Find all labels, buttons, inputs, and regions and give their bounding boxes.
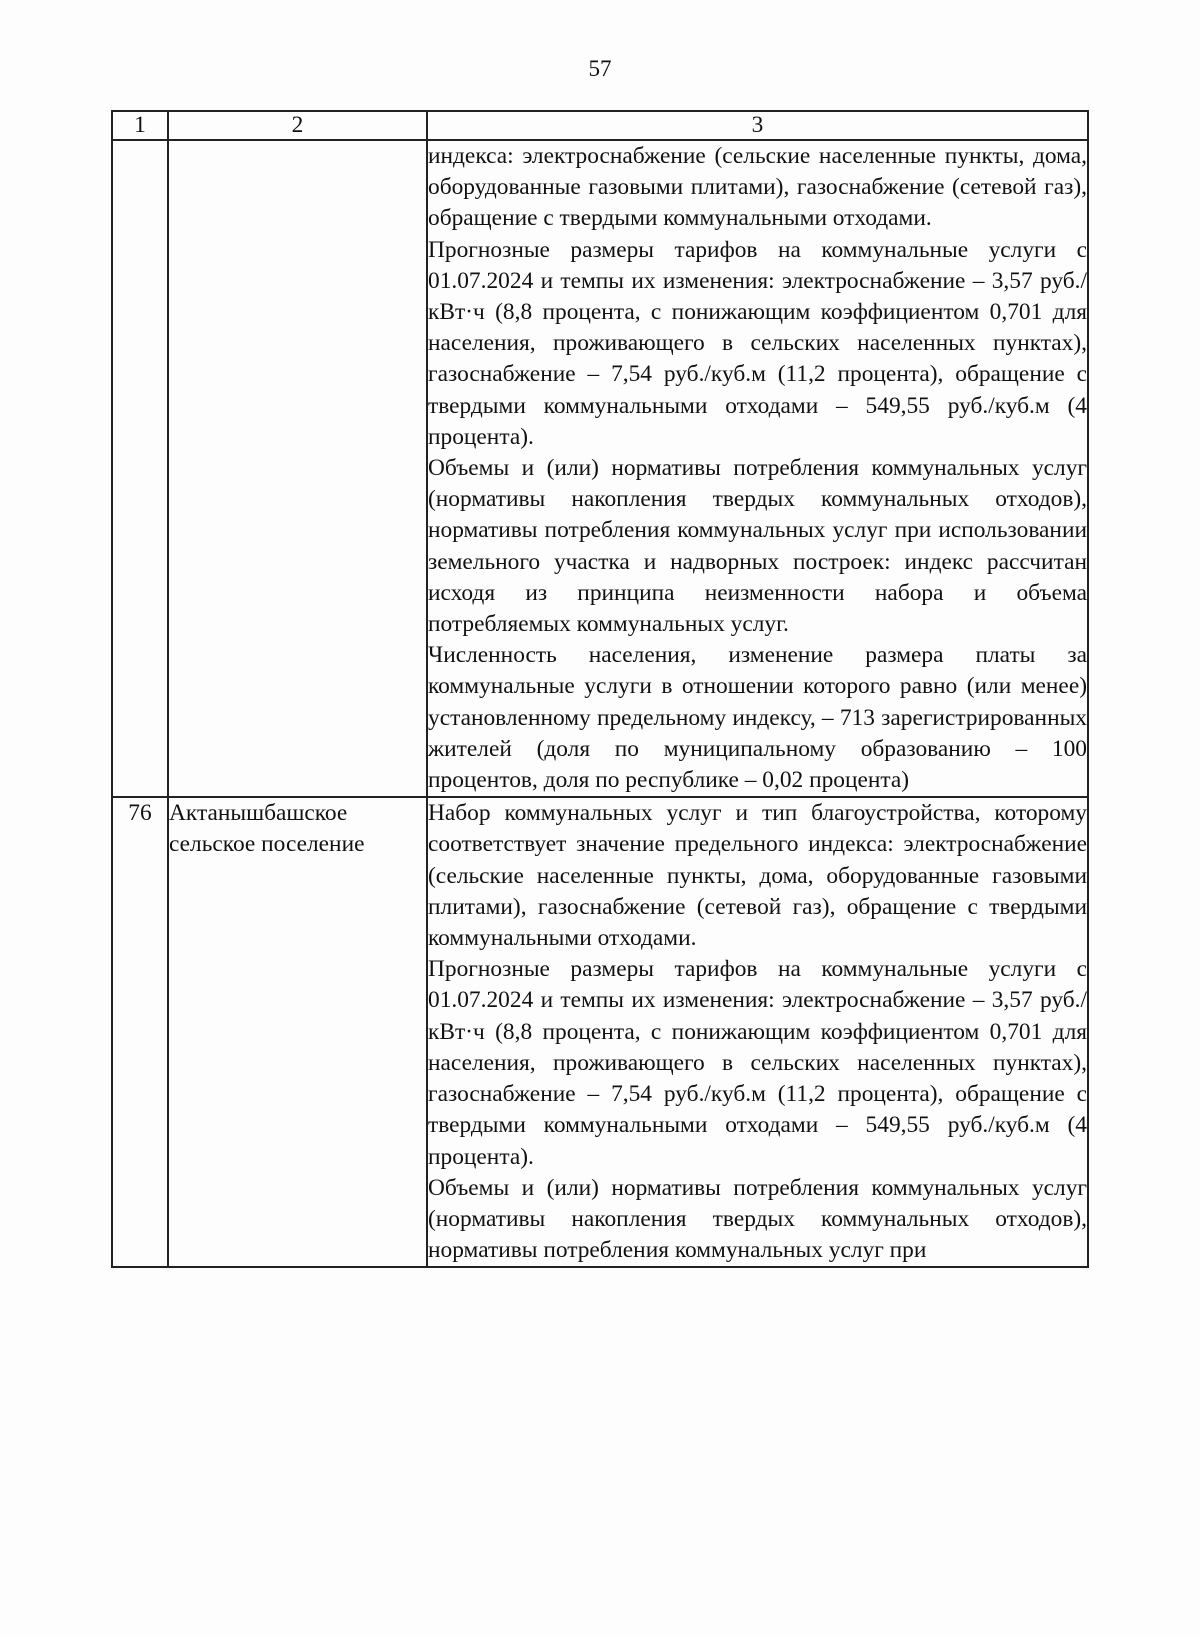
- table-row: [112, 797, 1088, 1267]
- paragraph: Объемы и (или) нормативы потребления коммунальных услуг (нормативы накопления твердых коммунальных отходов), нормативы потребления коммунальных услуг при: [428, 1174, 1087, 1264]
- row-number: [112, 140, 168, 797]
- row-number: 76: [112, 797, 168, 1267]
- paragraph: Набор коммунальных услуг и тип благоустройства, которому соответствует значение предельного индекса: электроснабжение (сельские населенные пункты, дома, оборудованные газовыми плитами), газоснабжение (сетевой газ), обращение с твердыми коммунальными отходами.: [428, 800, 1087, 952]
- page-number: 57: [588, 56, 612, 81]
- tariff-table: [111, 110, 1089, 1268]
- table-header-row: [112, 111, 1088, 140]
- header-col-1: 1: [112, 111, 168, 140]
- paragraph: Прогнозные размеры тарифов на коммунальные услуги с 01.07.2024 и темпы их изменения: электроснабжение – 3,57 руб./кВт·ч (8,8 процента, с понижающим коэффициентом 0,701 для населения, проживающего в сельских населенных пунктах), газоснабжение – 7,54 руб./куб.м (11,2 процента), обращение с твердыми коммунальными отходами – 549,55 руб./куб.м (4 процента).: [428, 956, 1087, 1170]
- row-description: [427, 140, 1088, 797]
- header-col-2: 2: [168, 111, 427, 140]
- paragraph: Численность населения, изменение размера платы за коммунальные услуги в отношении которого равно (или менее) установленному предельному индексу, – 713 зарегистрированных жителей (доля по муниципальному образованию – 100 процентов, доля по республике – 0,02 процента): [428, 642, 1087, 794]
- settlement-name: [168, 140, 427, 797]
- settlement-name: Актанышбашское сельское поселение: [168, 797, 427, 1267]
- paragraph: Прогнозные размеры тарифов на коммунальные услуги с 01.07.2024 и темпы их изменения: электроснабжение – 3,57 руб./кВт·ч (8,8 процента, с понижающим коэффициентом 0,701 для населения, проживающего в сельских населенных пунктах), газоснабжение – 7,54 руб./куб.м (11,2 процента), обращение с твердыми коммунальными отходами – 549,55 руб./куб.м (4 процента).: [428, 236, 1087, 450]
- paragraph: Объемы и (или) нормативы потребления коммунальных услуг (нормативы накопления твердых коммунальных отходов), нормативы потребления коммунальных услуг при использовании земельного участка и надворных построек: индекс рассчитан исходя из принципа неизменности набора и объема потребляемых коммунальных услуг.: [428, 455, 1087, 638]
- paragraph: индекса: электроснабжение (сельские населенные пункты, дома, оборудованные газовыми плитами), газоснабжение (сетевой газ), обращение с твердыми коммунальными отходами.: [428, 143, 1087, 232]
- table-row: [112, 140, 1088, 797]
- row-description: [427, 797, 1088, 1267]
- header-col-3: 3: [427, 111, 1088, 140]
